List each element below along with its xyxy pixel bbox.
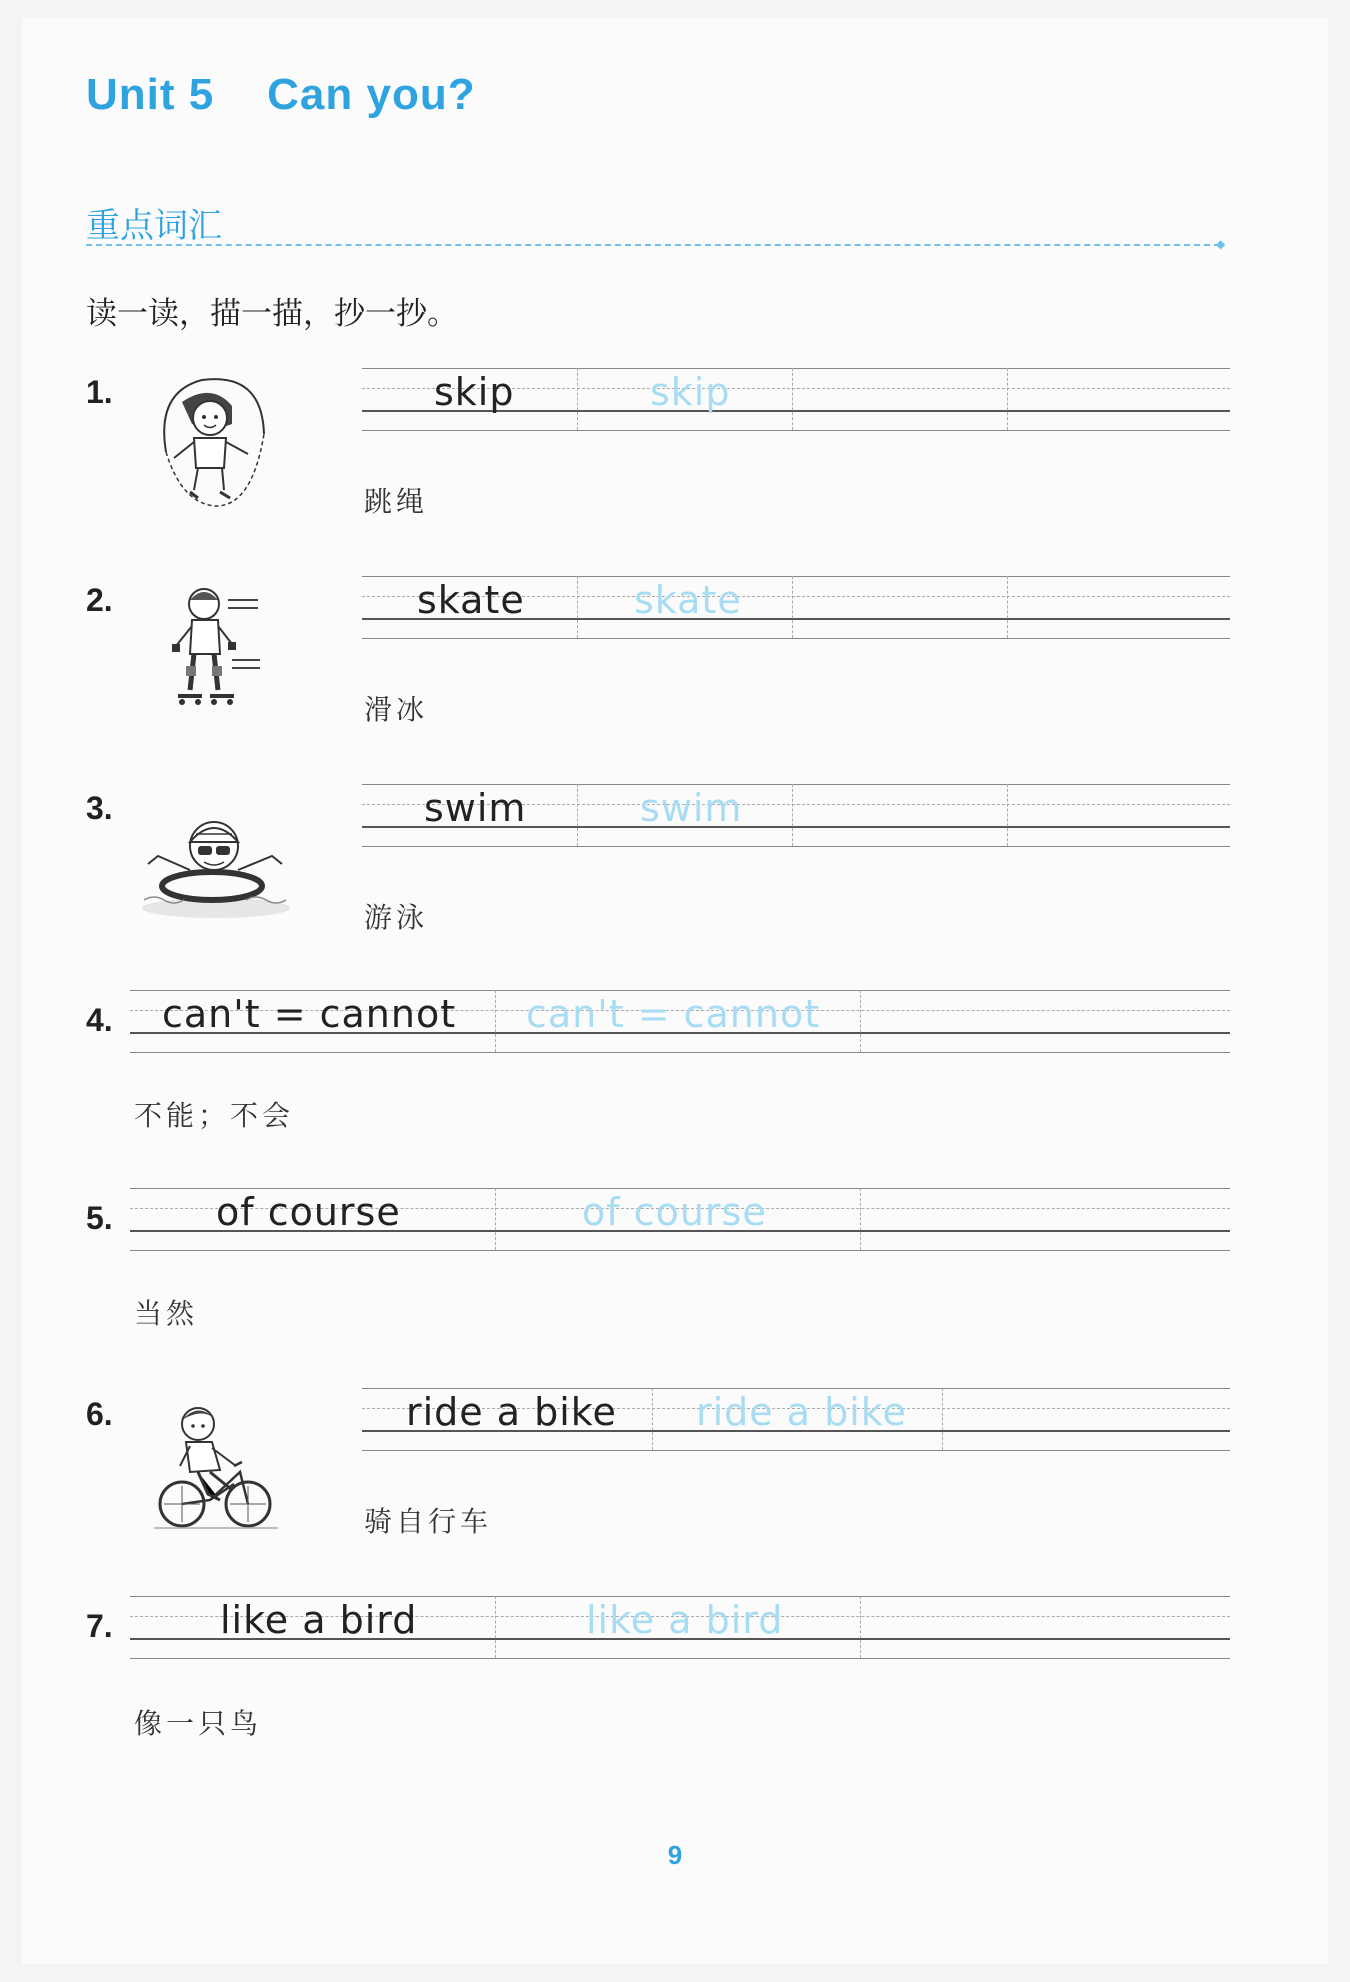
item-number: 4. bbox=[86, 1002, 113, 1038]
word-example: ride a bike bbox=[406, 1390, 617, 1434]
item-number: 5. bbox=[86, 1200, 113, 1236]
item-number: 1. bbox=[86, 374, 113, 410]
word-example: like a bird bbox=[220, 1598, 418, 1642]
instruction-text: 读一读，描一描，抄一抄。 bbox=[86, 296, 458, 332]
word-trace: of course bbox=[582, 1190, 767, 1234]
unit-title: Unit 5 Can you? bbox=[86, 70, 476, 119]
word-meaning: 骑自行车 bbox=[364, 1505, 493, 1538]
writing-lines bbox=[130, 990, 1230, 1052]
word-trace: can't = cannot bbox=[526, 992, 821, 1036]
word-example: skate bbox=[417, 578, 525, 622]
section-divider bbox=[86, 244, 1220, 246]
writing-lines bbox=[130, 1188, 1230, 1250]
writing-lines bbox=[362, 784, 1230, 846]
word-example: swim bbox=[424, 786, 527, 830]
word-trace: swim bbox=[640, 786, 743, 830]
writing-lines bbox=[362, 576, 1230, 638]
word-meaning: 当然 bbox=[134, 1297, 199, 1330]
writing-lines bbox=[362, 368, 1230, 430]
boy-skating-icon bbox=[162, 580, 266, 720]
word-meaning: 游泳 bbox=[364, 901, 429, 934]
word-trace: skate bbox=[634, 578, 742, 622]
boy-swimming-icon bbox=[134, 808, 294, 920]
word-meaning: 不能；不会 bbox=[134, 1099, 295, 1132]
girl-skipping-rope-icon bbox=[152, 372, 274, 514]
word-trace: ride a bike bbox=[696, 1390, 907, 1434]
boy-riding-bike-icon bbox=[150, 1396, 282, 1534]
writing-lines bbox=[130, 1596, 1230, 1658]
word-meaning: 跳绳 bbox=[364, 485, 429, 518]
item-number: 6. bbox=[86, 1396, 113, 1432]
section-title: 重点词汇 bbox=[86, 206, 222, 246]
page-number: 9 bbox=[667, 1840, 683, 1870]
word-trace: skip bbox=[650, 370, 731, 414]
item-number: 7. bbox=[86, 1608, 113, 1644]
word-meaning: 滑冰 bbox=[364, 693, 429, 726]
word-example: of course bbox=[216, 1190, 401, 1234]
divider-end-dot-icon: ◆ bbox=[1216, 237, 1226, 251]
writing-lines bbox=[362, 1388, 1230, 1450]
item-number: 3. bbox=[86, 790, 113, 826]
word-example: skip bbox=[434, 370, 515, 414]
word-example: can't = cannot bbox=[162, 992, 457, 1036]
word-trace: like a bird bbox=[586, 1598, 784, 1642]
item-number: 2. bbox=[86, 582, 113, 618]
word-meaning: 像一只鸟 bbox=[134, 1707, 263, 1740]
